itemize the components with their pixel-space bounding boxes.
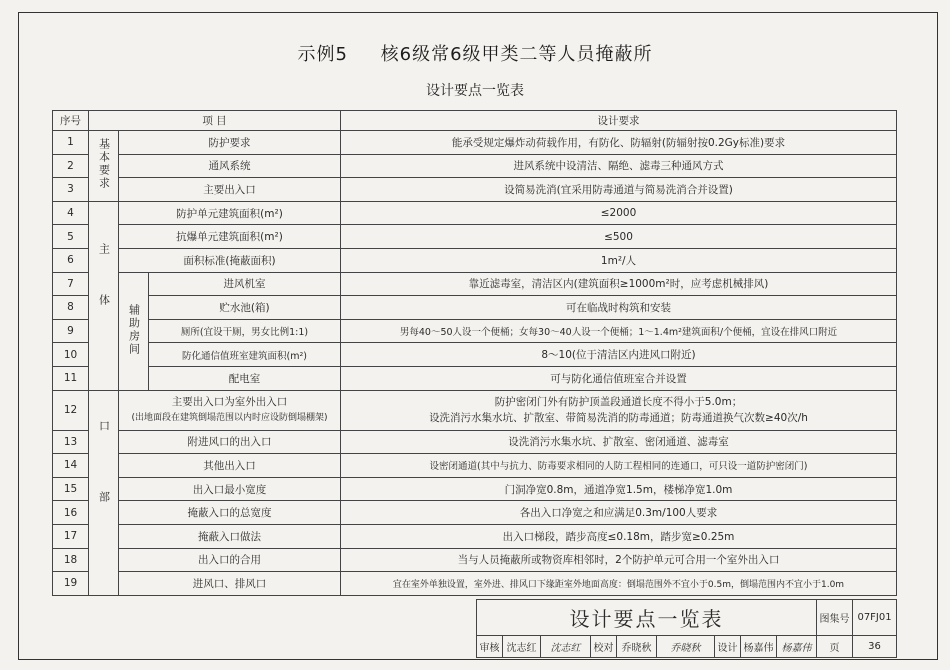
row-item: 防护单元建筑面积(m²) <box>119 201 341 225</box>
row-requirement: 宜在室外单独设置，室外进、排风口下缘距室外地面高度：倒塌范围外不宜小于0.5m，倒塌范围内不宜小于1.0m <box>341 572 897 596</box>
row-no: 19 <box>53 572 89 596</box>
table-row <box>53 178 897 202</box>
table-row <box>53 477 897 501</box>
row-requirement-line-1: 防护密闭门外有防护顶盖段通道长度不得小于5.0m； <box>494 396 743 409</box>
atlas-label: 图集号 <box>817 600 853 636</box>
row-requirement: 靠近滤毒室，清洁区内(建筑面积≥1000m²时，应考虑机械排风) <box>341 272 897 296</box>
table-row <box>53 548 897 572</box>
row-item: 配电室 <box>149 366 341 390</box>
page-label: 页 <box>817 635 853 657</box>
atlas-number: 07FJ01 <box>853 600 897 636</box>
row-item: 进风口、排风口 <box>119 572 341 596</box>
row-no: 12 <box>53 390 89 430</box>
title-block-title: 设计要点一览表 <box>477 600 817 636</box>
page-title <box>0 40 950 66</box>
row-item: 主要出入口 <box>119 178 341 202</box>
table-row <box>53 366 897 390</box>
row-item: 附进风口的出入口 <box>119 430 341 454</box>
table-row <box>53 154 897 178</box>
table-row <box>53 454 897 478</box>
example-number: 示例5 <box>297 44 348 65</box>
row-item-note: (出地面段在建筑倒塌范围以内时应设防倒塌棚架) <box>131 413 328 424</box>
row-no: 17 <box>53 524 89 548</box>
row-item: 其他出入口 <box>119 454 341 478</box>
row-no: 2 <box>53 154 89 178</box>
table-row <box>53 272 897 296</box>
row-requirement: 设洗消污水集水坑、扩散室、密闭通道、滤毒室 <box>341 430 897 454</box>
row-requirement: 各出入口净宽之和应满足0.3m/100人要求 <box>341 501 897 525</box>
row-requirement: ≤2000 <box>341 201 897 225</box>
checker-signature: 乔晓秋 <box>657 635 715 657</box>
row-item: 出入口的合用 <box>119 548 341 572</box>
reviewer-signature: 沈志红 <box>541 635 591 657</box>
table-row <box>53 248 897 272</box>
table-row <box>53 524 897 548</box>
row-no: 4 <box>53 201 89 225</box>
row-item: 防化通信值班室建筑面积(m²) <box>149 343 341 367</box>
row-requirement: 进风系统中设清洁、隔绝、滤毒三种通风方式 <box>341 154 897 178</box>
row-no: 6 <box>53 248 89 272</box>
header-item: 项 目 <box>89 111 341 131</box>
table-row <box>53 225 897 249</box>
row-requirement: 8～10(位于清洁区内进风口附近) <box>341 343 897 367</box>
row-item: 通风系统 <box>119 154 341 178</box>
table-row <box>53 390 897 430</box>
row-item: 面积标准(掩蔽面积) <box>119 248 341 272</box>
header-requirement: 设计要求 <box>341 111 897 131</box>
row-no: 3 <box>53 178 89 202</box>
row-requirement: 门洞净宽0.8m，通道净宽1.5m，楼梯净宽1.0m <box>341 477 897 501</box>
row-item: 贮水池(箱) <box>149 296 341 320</box>
row-requirement: ≤500 <box>341 225 897 249</box>
row-no: 13 <box>53 430 89 454</box>
row-requirement-line-2: 设洗消污水集水坑、扩散室、带简易洗消的防毒通道；防毒通道换气次数≥40次/h <box>429 412 808 425</box>
group-basic: 基本要求 <box>89 131 119 202</box>
group-aux: 辅助房间 <box>119 272 149 390</box>
designer-signature: 杨嘉伟 <box>777 635 817 657</box>
row-no: 15 <box>53 477 89 501</box>
row-item: 防护要求 <box>119 131 341 155</box>
row-requirement: 男每40～50人设一个便桶；女每30～40人设一个便桶；1～1.4m²建筑面积/个便桶，宜设在排风口附近 <box>341 319 897 343</box>
group-entrance: 口部 <box>89 390 119 595</box>
row-no: 10 <box>53 343 89 367</box>
table-row <box>53 343 897 367</box>
row-requirement: 设密闭通道(其中与抗力、防毒要求相同的人防工程相同的连通口，可只设一道防护密闭门) <box>341 454 897 478</box>
example-title: 核6级常6级甲类二等人员掩蔽所 <box>380 44 653 65</box>
table-row <box>53 572 897 596</box>
table-caption: 设计要点一览表 <box>426 83 524 99</box>
row-requirement <box>341 390 897 430</box>
requirements-table <box>52 110 897 596</box>
checker-name: 乔晓秋 <box>617 635 657 657</box>
table-row <box>53 131 897 155</box>
page-number: 36 <box>853 635 897 657</box>
row-no: 1 <box>53 131 89 155</box>
row-no: 14 <box>53 454 89 478</box>
row-requirement: 能承受规定爆炸动荷载作用，有防化、防辐射(防辐射按0.2Gy标准)要求 <box>341 131 897 155</box>
row-item: 厕所(宜设干厕，男女比例1:1) <box>149 319 341 343</box>
table-row <box>53 319 897 343</box>
row-requirement: 1m²/人 <box>341 248 897 272</box>
table-row <box>53 430 897 454</box>
row-item: 掩蔽入口做法 <box>119 524 341 548</box>
row-item: 进风机室 <box>149 272 341 296</box>
design-label: 设计 <box>715 635 741 657</box>
title-block <box>476 599 897 658</box>
row-item: 抗爆单元建筑面积(m²) <box>119 225 341 249</box>
row-no: 18 <box>53 548 89 572</box>
row-item: 掩蔽入口的总宽度 <box>119 501 341 525</box>
table-row <box>53 501 897 525</box>
row-requirement: 设简易洗消(宜采用防毒通道与简易洗消合并设置) <box>341 178 897 202</box>
header-no: 序号 <box>53 111 89 131</box>
row-requirement: 出入口梯段，踏步高度≤0.18m，踏步宽≥0.25m <box>341 524 897 548</box>
row-no: 11 <box>53 366 89 390</box>
check-label: 校对 <box>591 635 617 657</box>
reviewer-name: 沈志红 <box>503 635 541 657</box>
group-body: 主体 <box>89 201 119 390</box>
review-label: 审核 <box>477 635 503 657</box>
designer-name: 杨嘉伟 <box>741 635 777 657</box>
row-no: 5 <box>53 225 89 249</box>
row-item: 出入口最小宽度 <box>119 477 341 501</box>
row-no: 9 <box>53 319 89 343</box>
row-requirement: 可在临战时构筑和安装 <box>341 296 897 320</box>
row-item-main: 主要出入口为室外出入口 <box>171 396 288 409</box>
row-requirement: 可与防化通信值班室合并设置 <box>341 366 897 390</box>
row-no: 7 <box>53 272 89 296</box>
table-header-row <box>53 111 897 131</box>
table-row <box>53 201 897 225</box>
table-row <box>53 296 897 320</box>
row-item <box>119 390 341 430</box>
row-no: 8 <box>53 296 89 320</box>
row-no: 16 <box>53 501 89 525</box>
row-requirement: 当与人员掩蔽所或物资库相邻时，2个防护单元可合用一个室外出入口 <box>341 548 897 572</box>
